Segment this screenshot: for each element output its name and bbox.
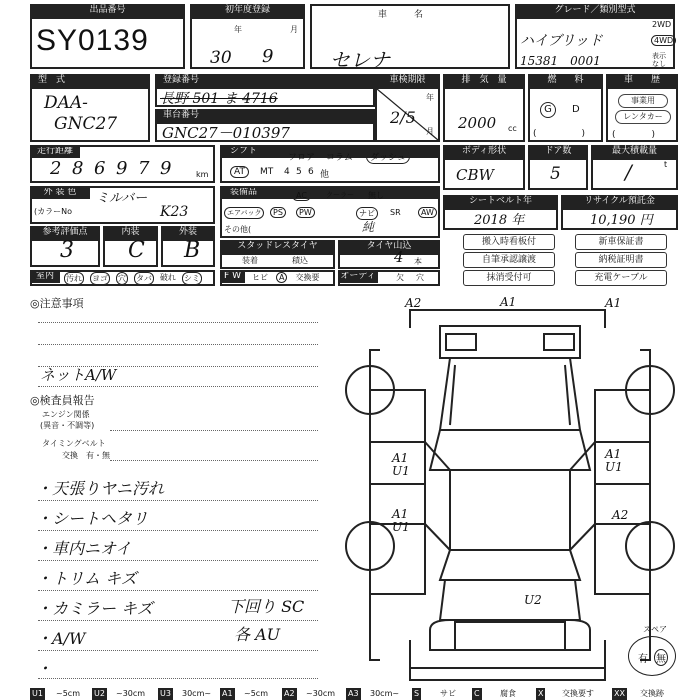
cond-tobacco: タバ bbox=[136, 274, 152, 283]
btn-cancel[interactable]: 抹消受付可 bbox=[463, 270, 555, 286]
exterior-label: 外装 bbox=[161, 226, 215, 239]
type-code: 15381 0001 bbox=[520, 54, 601, 68]
audio-hole: 穴 bbox=[416, 273, 424, 282]
report-item: ・天張りヤニ汚れ bbox=[36, 479, 165, 498]
studless-mounted: 装着 bbox=[242, 256, 258, 265]
equip-sr: SR bbox=[390, 208, 401, 217]
damage-mark: A2 bbox=[612, 508, 629, 522]
notes-line bbox=[38, 322, 318, 323]
legend-key: S bbox=[414, 689, 420, 698]
shift-gear-6: 6 bbox=[308, 167, 314, 177]
first-reg-year: 30 bbox=[210, 48, 232, 68]
equip-ps: PS bbox=[270, 207, 286, 218]
equip-other-value: 純 bbox=[362, 220, 375, 234]
history-label: 車 歴 bbox=[606, 74, 678, 87]
car-name: セレナ bbox=[330, 48, 390, 72]
seatbelt-value: 2018 年 bbox=[474, 213, 525, 228]
first-reg-month: 9 bbox=[262, 46, 274, 67]
first-reg-box bbox=[190, 17, 305, 69]
mileage-digit: 2 bbox=[50, 158, 62, 179]
legend-desc: 交換跡 bbox=[640, 689, 664, 698]
equip-aw: AW bbox=[418, 207, 437, 218]
cond-dirt: 汚れ bbox=[66, 274, 82, 283]
legend-desc: 30cm~ bbox=[370, 689, 400, 698]
inspection-year-unit: 年 bbox=[426, 93, 434, 102]
tire-label: タイヤ山込 bbox=[338, 240, 440, 253]
equip-navi: ナビ bbox=[356, 207, 378, 220]
btn-transfer[interactable]: 自筆承認譲渡 bbox=[463, 252, 555, 268]
color-code: K23 bbox=[160, 204, 189, 220]
equip-label: 装備品 bbox=[220, 186, 440, 199]
audio-box bbox=[338, 270, 440, 286]
doors-label: ドア数 bbox=[528, 145, 588, 158]
damage-mark: A1 bbox=[500, 295, 517, 309]
inspector-title: ◎検査員報告 bbox=[30, 394, 95, 407]
recycle-label: リサイクル預託金 bbox=[561, 195, 678, 208]
equip-other-label: その他( bbox=[224, 225, 252, 234]
drive-2wd: 2WD bbox=[652, 20, 672, 29]
mileage-digits bbox=[50, 158, 182, 179]
interior-cond-label: 室内 bbox=[30, 270, 60, 283]
notes-line bbox=[38, 500, 318, 501]
studless-box bbox=[220, 253, 335, 269]
shift-mt: MT bbox=[260, 167, 274, 177]
legend-key: X bbox=[538, 689, 544, 698]
mileage-label: 走行距離 bbox=[30, 145, 80, 158]
damage-mark: U2 bbox=[524, 593, 542, 607]
notes-extra1: 下回り SC bbox=[228, 597, 305, 616]
equip-cooler: クーラー bbox=[326, 191, 354, 199]
fw-a: A bbox=[276, 272, 287, 283]
fuel-parens: ( ) bbox=[533, 129, 586, 139]
drive-none: 表示 なし bbox=[652, 52, 666, 68]
score-value: 3 bbox=[60, 238, 74, 263]
spare-yes: 有 bbox=[638, 654, 648, 665]
score-label: 参考評価点 bbox=[30, 226, 100, 239]
fw-replace: 交換要 bbox=[295, 273, 320, 282]
notes-line1: ネットA/W bbox=[40, 366, 117, 384]
reg-value: 長野 501 ま 4716 bbox=[160, 91, 278, 107]
legend-desc: 腐食 bbox=[500, 689, 516, 698]
audio-missing: 欠 bbox=[396, 273, 404, 282]
cond-spot: シミ bbox=[183, 274, 200, 283]
spare-label: スペア bbox=[643, 625, 667, 634]
inspection-month-unit: 月 bbox=[426, 127, 434, 136]
notes-line bbox=[38, 678, 318, 679]
model-line2: GNC27 bbox=[54, 114, 118, 134]
cc-unit: cc bbox=[508, 124, 517, 133]
damage-mark: A1 U1 bbox=[605, 447, 623, 474]
body-label: ボディ形状 bbox=[443, 145, 525, 158]
notes-line bbox=[38, 650, 318, 651]
engine-label: エンジン関係 bbox=[42, 410, 90, 419]
legend-key: XX bbox=[614, 689, 625, 698]
legend-desc: ~5cm bbox=[244, 689, 268, 698]
cond-hole: 穴 bbox=[118, 274, 126, 283]
legend-key: U3 bbox=[160, 689, 171, 698]
first-reg-label: 初年度登録 bbox=[190, 4, 305, 17]
legend-key: C bbox=[474, 689, 480, 698]
engine-sub: (異音・不調等) bbox=[40, 421, 95, 430]
exterior-value: B bbox=[184, 238, 201, 263]
fw-label: F W bbox=[220, 270, 245, 283]
report-item: ・トリム キズ bbox=[36, 569, 137, 588]
model-label: 型 式 bbox=[30, 74, 150, 87]
capacity-unit: t bbox=[664, 160, 668, 169]
seatbelt-label: シートベルト年 bbox=[443, 195, 558, 208]
notes-line bbox=[38, 620, 318, 621]
drive-4wd: 4WD bbox=[651, 35, 676, 46]
shift-floor: フロア bbox=[288, 153, 316, 163]
lot-label: 出品番号 bbox=[30, 4, 185, 17]
cond-stain: ヨゴ bbox=[92, 274, 108, 283]
fw-row bbox=[252, 272, 319, 283]
body-value: CBW bbox=[456, 166, 494, 184]
audio-label: オーディオ bbox=[338, 270, 378, 283]
legend-desc: ~30cm bbox=[116, 689, 146, 698]
fw-crack: ヒビ bbox=[252, 273, 268, 282]
shift-label: シフト bbox=[220, 145, 440, 158]
displacement-value: 2000 bbox=[458, 114, 497, 132]
notes-line bbox=[110, 430, 318, 431]
displacement-label: 排 気 量 bbox=[443, 74, 525, 87]
report-item: ・A/W bbox=[36, 629, 86, 648]
damage-mark: A1 bbox=[605, 296, 622, 310]
capacity-value: / bbox=[625, 160, 632, 184]
lot-number: SY0139 bbox=[36, 24, 149, 57]
btn-tax[interactable]: 納税証明書 bbox=[575, 252, 667, 268]
chassis-value: GNC27－010397 bbox=[162, 124, 290, 142]
spare-circle bbox=[628, 636, 676, 676]
year-unit: 年 bbox=[234, 25, 242, 34]
timing-sub: 交換 有・無 bbox=[62, 451, 110, 460]
studless-loaded: 積込 bbox=[292, 256, 308, 265]
notes-line bbox=[38, 560, 318, 561]
shift-gear-5: 5 bbox=[296, 167, 302, 177]
recycle-value: 10,190 円 bbox=[590, 213, 653, 228]
equip-none: 無し bbox=[368, 191, 384, 200]
color-label: 外 装 色 bbox=[30, 186, 90, 199]
tire-unit: 本 bbox=[414, 257, 422, 266]
history-parens: ( ) bbox=[612, 130, 656, 140]
legend-key: U1 bbox=[32, 689, 43, 698]
shift-column: コラム bbox=[326, 153, 353, 163]
car-name-label: 車 名 bbox=[378, 10, 424, 20]
btn-cable[interactable]: 充電ケーブル bbox=[575, 270, 667, 286]
cond-tear: 破れ bbox=[159, 273, 176, 282]
shift-dash: ダッシュ bbox=[366, 149, 410, 164]
legend-desc: ~30cm bbox=[306, 689, 336, 698]
mileage-digit: 6 bbox=[94, 158, 106, 179]
equip-pw: PW bbox=[296, 207, 315, 218]
damage-mark: A1 U1 bbox=[392, 451, 410, 478]
month-unit: 月 bbox=[290, 25, 298, 34]
inspection-label: 車検期限 bbox=[375, 74, 440, 87]
color-sub: (カラーNo bbox=[34, 207, 72, 216]
report-item: ・カミラー キズ bbox=[36, 599, 153, 618]
legend-desc: サビ bbox=[440, 689, 456, 698]
equip-airbag: エアバック bbox=[224, 207, 264, 219]
equip-ac: AC bbox=[292, 190, 311, 201]
legend-key: A2 bbox=[284, 689, 295, 698]
shift-at: AT bbox=[230, 166, 249, 178]
notes-line bbox=[38, 530, 318, 531]
interior-label: 内装 bbox=[103, 226, 158, 239]
legend-key: A1 bbox=[222, 689, 233, 698]
interior-cond-row bbox=[64, 272, 202, 285]
history-rental: レンタカー bbox=[615, 110, 671, 124]
inspection-value: 2/5 bbox=[390, 108, 416, 127]
legend-key: U2 bbox=[94, 689, 105, 698]
notes-title: ◎注意事項 bbox=[30, 297, 84, 310]
mileage-digit: 7 bbox=[138, 158, 150, 179]
mileage-digit: 8 bbox=[72, 158, 84, 179]
capacity-label: 最大積載量 bbox=[591, 145, 678, 158]
legend-key: A3 bbox=[348, 689, 359, 698]
studless-label: スタッドレスタイヤ bbox=[220, 240, 335, 253]
audio-row bbox=[396, 272, 424, 283]
doors-value: 5 bbox=[550, 164, 561, 184]
car-diagram bbox=[340, 290, 690, 685]
notes-line bbox=[38, 344, 318, 345]
damage-mark: A2 bbox=[405, 296, 422, 310]
timing-label: タイミングベルト bbox=[42, 439, 106, 448]
report-item: ・シートヘタリ bbox=[36, 509, 149, 528]
btn-signboard[interactable]: 搬入時看板付 bbox=[463, 234, 555, 250]
grade-label: グレード／類別型式 bbox=[515, 4, 675, 17]
legend-desc: 30cm~ bbox=[182, 689, 212, 698]
fuel-g: G bbox=[540, 102, 556, 118]
shift-gear-4: 4 bbox=[284, 167, 290, 177]
report-item: ・ bbox=[36, 659, 53, 678]
notes-extra2: 各 AU bbox=[234, 625, 281, 644]
history-business: 事業用 bbox=[618, 94, 668, 108]
notes-line bbox=[110, 460, 318, 461]
mileage-digit: 9 bbox=[160, 158, 172, 179]
tire-box bbox=[338, 253, 440, 269]
notes-line bbox=[38, 590, 318, 591]
shift-gear-unit: 他 bbox=[320, 170, 330, 180]
legend-desc: ~5cm bbox=[56, 689, 80, 698]
color-value: ミルバー bbox=[96, 191, 148, 206]
model-line1: DAA- bbox=[44, 93, 88, 113]
grade-value: ハイブリッド bbox=[520, 33, 603, 49]
legend-desc: 交換要す bbox=[562, 689, 594, 698]
spare-no: 無 bbox=[654, 649, 668, 666]
reg-label: 登録番号 bbox=[155, 74, 375, 87]
fuel-label: 燃 料 bbox=[528, 74, 603, 87]
chassis-label: 車台番号 bbox=[155, 109, 375, 122]
report-item: ・車内ニオイ bbox=[36, 539, 132, 558]
tire-value: 4 bbox=[394, 248, 404, 266]
interior-value: C bbox=[128, 238, 145, 263]
damage-mark: A1 U1 bbox=[392, 507, 410, 534]
fuel-d: D bbox=[572, 104, 580, 115]
notes-line bbox=[38, 386, 318, 387]
btn-warranty[interactable]: 新車保証書 bbox=[575, 234, 667, 250]
mileage-digit: 9 bbox=[116, 158, 128, 179]
mileage-unit: km bbox=[196, 170, 209, 179]
